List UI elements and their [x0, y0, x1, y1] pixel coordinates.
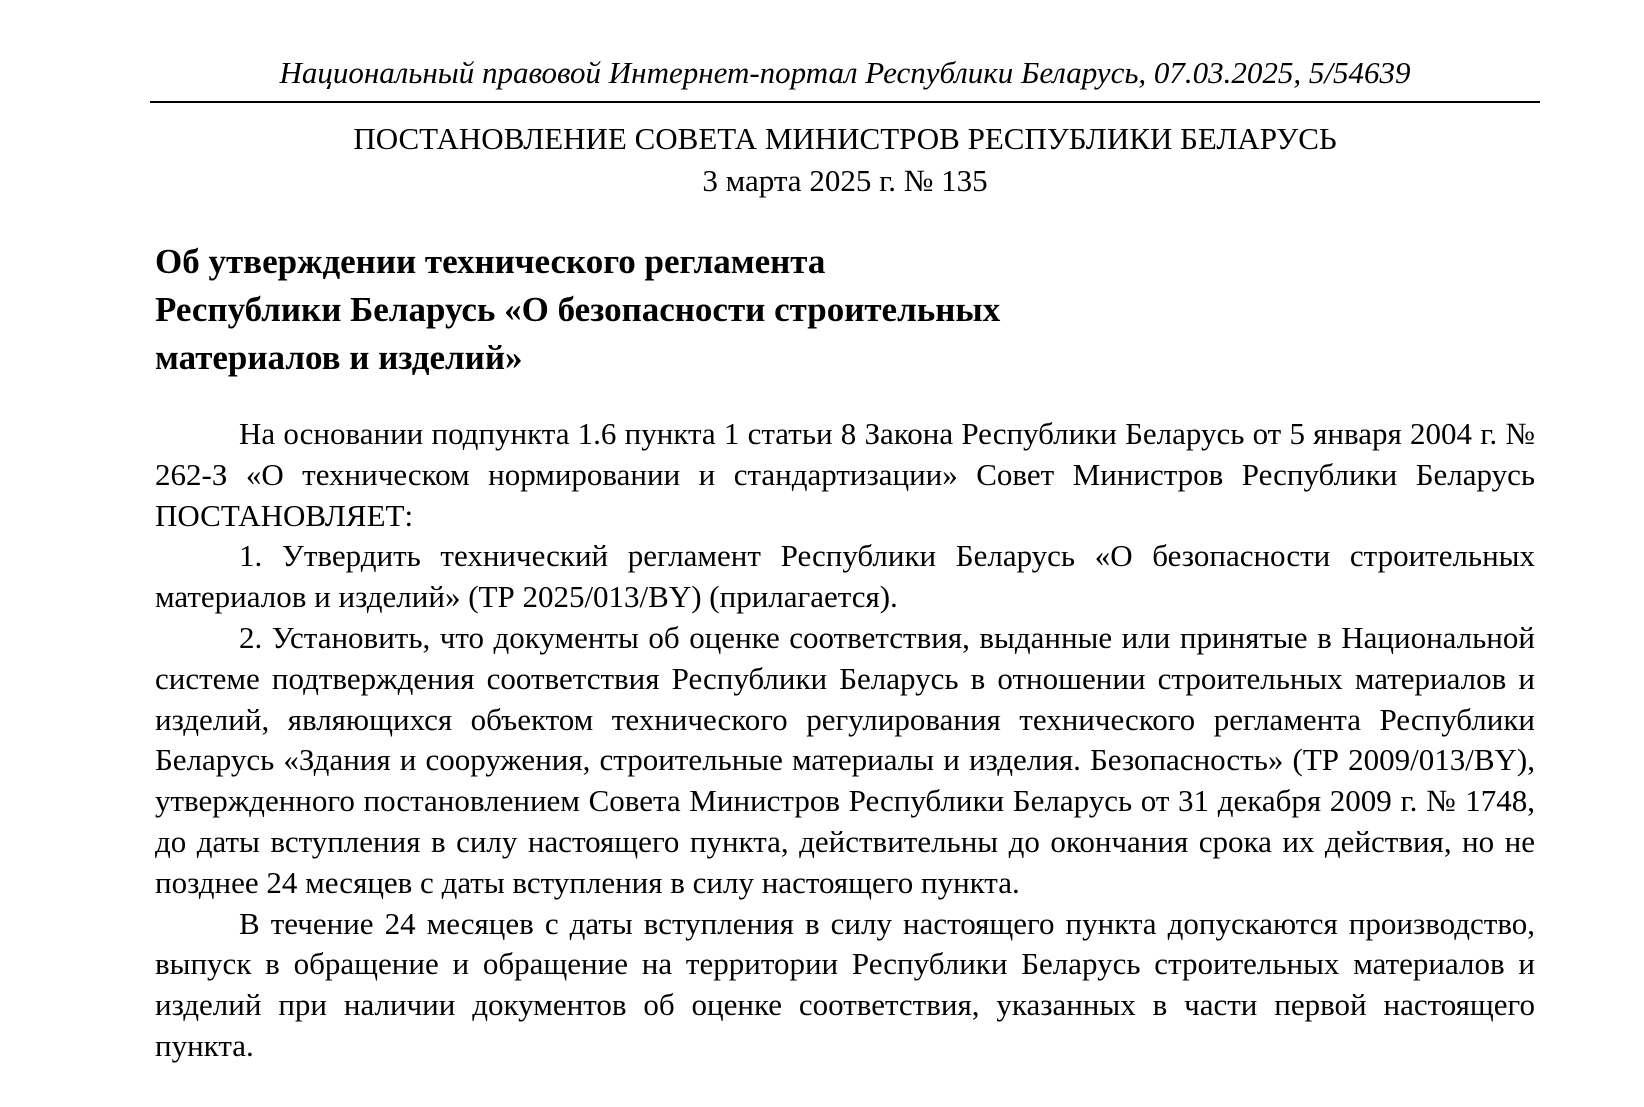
document-title [155, 238, 1255, 382]
title-line: Республики Беларусь «О безопасности строительных [155, 290, 1001, 329]
clause-2-part-2-paragraph: В течение 24 месяцев с даты вступления в силу настоящего пункта допускаются производство, выпуск в обращение и обращение на территории Республики Беларусь строительных материалов и изделий при наличии документов об оценке соответствия, указанных в части первой настоящего пункта. [155, 905, 1535, 1063]
document-date-number: 3 марта 2025 г. № 135 [702, 163, 988, 198]
title-line: материалов и изделий» [155, 338, 523, 377]
document-type: ПОСТАНОВЛЕНИЕ СОВЕТА МИНИСТРОВ РЕСПУБЛИКИ БЕЛАРУСЬ [353, 121, 1337, 156]
title-line: Об утверждении технического регламента [155, 242, 826, 281]
header-divider [150, 101, 1540, 103]
preamble-paragraph: На основании подпункта 1.6 пункта 1 статьи 8 Закона Республики Беларусь от 5 января 2004 г. № 262-З «О техническом нормировании и стандартизации» Совет Министров Республики Беларусь ПОСТАНОВЛЯЕТ: [155, 416, 1535, 533]
clause-2-paragraph: 2. Установить, что документы об оценке соответствия, выданные или принятые в Национальной системе подтверждения соответствия Республики Беларусь в отношении строительных материалов и изделий, являющихся объектом технического регулирования технического регламента Республики Беларусь «Здания и сооружения, строительные материалы и изделия. Безопасность» (ТР 2009/013/BY), утвержденного постановлением Совета Министров Республики Беларусь от 31 декабря 2009 г. № 1748, до даты вступления в силу настоящего пункта, действительны до окончания срока их действия, но не позднее 24 месяцев с даты вступления в силу настоящего пункта. [155, 619, 1535, 900]
document-body [155, 414, 1535, 1067]
clause-1-paragraph: 1. Утвердить технический регламент Республики Беларусь «О безопасности строительных материалов и изделий» (ТР 2025/013/BY) (прилагается). [155, 538, 1535, 615]
portal-source-line: Национальный правовой Интернет-портал Республики Беларусь, 07.03.2025, 5/54639 [279, 55, 1411, 90]
